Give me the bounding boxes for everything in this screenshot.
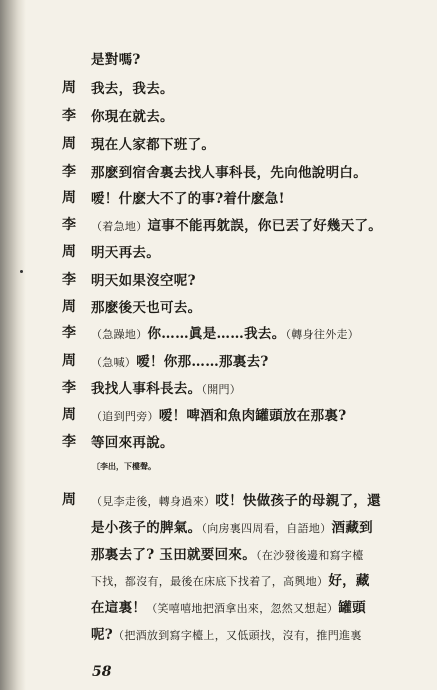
- stage-direction: （着急地）: [91, 220, 148, 233]
- stage-direction: （轉身往外走）: [285, 328, 360, 341]
- speaker-label: 周: [62, 407, 76, 423]
- paragraph-line: （見李走後，轉身過來）哎！快做孩子的母親了，還: [91, 493, 381, 509]
- paragraph-line: 下找，都沒有，最後在床底下找着了，高興地）好，藏: [91, 573, 370, 589]
- speaker-label: 周: [62, 190, 76, 206]
- paragraph-line: 呢?（把酒放到寫字檯上，又低頭找，沒有，推門進裏: [91, 627, 362, 643]
- speaker-label: 周: [62, 80, 76, 96]
- dialogue-line: 我去，我去。: [91, 81, 174, 97]
- stage-direction: （追到門旁）: [91, 410, 159, 423]
- dialogue-line: 我找人事科長去。（開門）: [91, 381, 242, 397]
- scan-speck: [20, 270, 23, 273]
- dialogue-line: 你現在就去。: [91, 109, 174, 125]
- speaker-label: 李: [62, 325, 76, 341]
- stage-direction: （急喊）: [91, 356, 137, 369]
- paragraph-line: 是小孩子的脾氣。（向房裏四周看，自語地）酒藏到: [91, 520, 373, 536]
- speaker-label: 李: [62, 217, 76, 233]
- speaker-label: 周: [62, 299, 76, 315]
- dialogue-line: 那麽到宿舍裏去找人事科長，先向他說明白。: [91, 165, 367, 181]
- stage-direction: （急躁地）: [91, 328, 148, 341]
- dialogue-line: 現在人家都下班了。: [91, 137, 216, 153]
- dialogue-line: 明天再去。: [91, 245, 160, 261]
- speaker-label: 李: [62, 272, 76, 288]
- page-number: 58: [92, 664, 112, 680]
- speaker-label: 李: [62, 108, 76, 124]
- dialogue-line: （追到門旁）嗳！啤酒和魚肉罐頭放在那裏?: [91, 408, 347, 424]
- speaker-label: 李: [62, 380, 76, 396]
- paragraph-line: 那裏去了? 玉田就要回來。（在沙發後邊和寫字檯: [91, 547, 364, 563]
- speaker-label: 周: [62, 492, 76, 508]
- speaker-label: 李: [62, 434, 76, 450]
- dialogue-line: 嗳！什麽大不了的事?着什麽急!: [91, 191, 285, 207]
- paragraph-line: 在這裏！（笑嘻嘻地把酒拿出來，忽然又想起）罐頭: [91, 600, 366, 616]
- speaker-label: 周: [62, 244, 76, 260]
- dialogue-line: （急躁地）你……眞是……我去。（轉身往外走）: [91, 326, 360, 342]
- dialogue-line: （着急地）這事不能再躭誤，你已丟了好幾天了。: [91, 218, 383, 234]
- dialogue-line: 那麽後天也可去。: [91, 300, 202, 316]
- stage-direction-line: 〔李出，下樓聲。: [92, 461, 156, 471]
- dialogue-line: 明天如果沒空呢?: [91, 273, 196, 289]
- speaker-label: 周: [62, 353, 76, 369]
- stage-direction: （開門）: [201, 383, 242, 396]
- speaker-label: 周: [62, 136, 76, 152]
- dialogue-line: （急喊）嗳！你那……那裏去?: [91, 354, 269, 370]
- speaker-label: 李: [62, 164, 76, 180]
- dialogue-line: 等回來再說。: [91, 435, 174, 451]
- continuation-line: 是對嗎?: [91, 52, 141, 68]
